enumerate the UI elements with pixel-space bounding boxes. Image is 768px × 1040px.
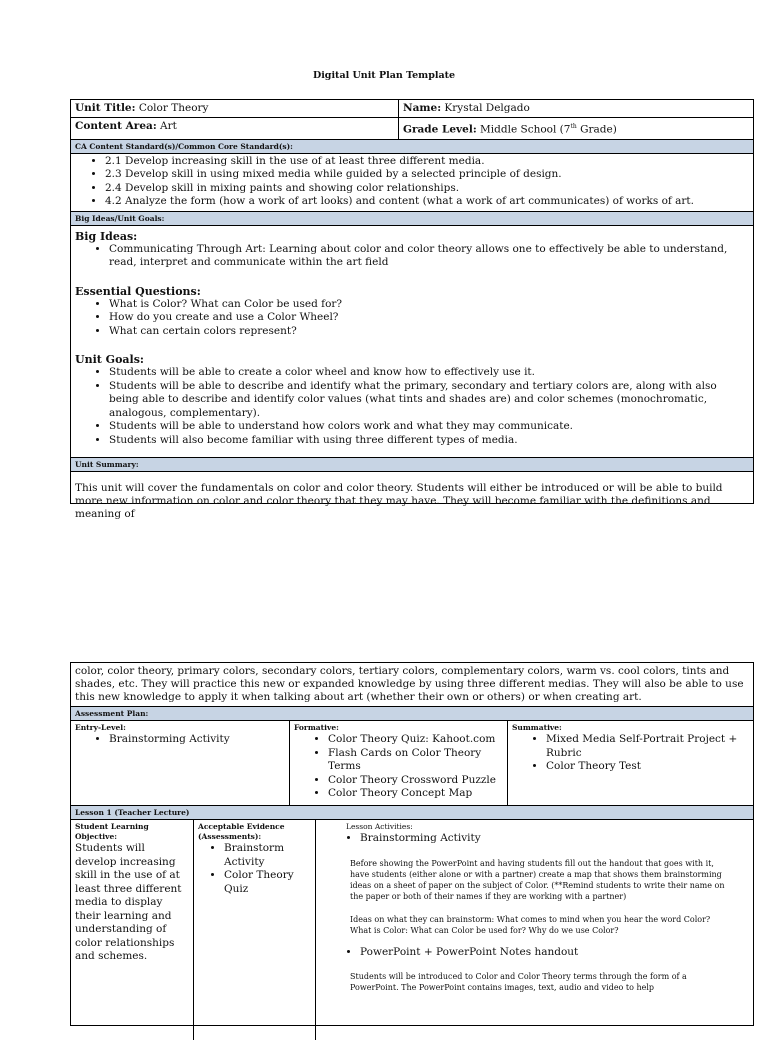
unit-title-row [71, 100, 753, 118]
summary-continued-row [71, 663, 753, 707]
formative-item: • Flash Cards on Color Theory Terms [328, 747, 503, 774]
grade-level-value: Middle School (7 [480, 123, 571, 136]
unit-goal-item: • Students will be able to create a color wheel and know how to effectively use it. [109, 366, 749, 380]
grade-level-cell [398, 118, 753, 139]
formative-cell [289, 721, 507, 805]
lesson1-row [71, 820, 753, 1040]
standard-item: • 4.2 Analyze the form (how a work of art looks) and content (what a work of art communicates) of works of art. [105, 195, 749, 209]
summative-item: • Mixed Media Self-Portrait Project + Rubric [546, 733, 749, 760]
big-ideas-band-row [71, 212, 753, 226]
formative-label: Formative: [294, 723, 339, 732]
assessment-band-row [71, 707, 753, 721]
formative-list [294, 733, 503, 801]
evidence-list [198, 842, 311, 896]
summary-band-row [71, 458, 753, 472]
lesson1-band-row [71, 806, 753, 820]
unit-plan-table-page1 [70, 99, 754, 520]
entry-level-list [75, 733, 285, 747]
unit-summary-cell-page1 [71, 472, 753, 520]
unit-title-label: Unit Title: [75, 102, 136, 114]
formative-item: • Color Theory Concept Map [328, 787, 503, 801]
unit-summary-band: Unit Summary: [71, 458, 753, 471]
unit-goal-item: • Students will be able to understand how colors work and what they may communicate. [109, 420, 749, 434]
slo-label: Student Learning Objective: [75, 822, 149, 841]
unit-title-cell [71, 100, 398, 117]
essential-questions-list [75, 298, 749, 339]
big-ideas-row [71, 226, 753, 459]
summative-item: • Color Theory Test [546, 760, 749, 774]
essential-question-item: • How do you create and use a Color Wheel? [109, 311, 749, 325]
unit-goal-item: • Students will also become familiar with using three different types of media. [109, 434, 749, 448]
activities-cell [315, 820, 753, 1040]
formative-item: • Color Theory Quiz: Kahoot.com [328, 733, 503, 747]
evidence-item: • Brainstorm Activity [224, 842, 311, 869]
essential-question-item: • What is Color? What can Color be used for? [109, 298, 749, 312]
activities-label: Lesson Activities: [346, 822, 413, 831]
unit-goal-item: • Students will be able to describe and identify what the primary, secondary and tertiary colors are, along with also being able to describe and identify color values (what tints and shades are) and color schemes (monochromatic, analogous, complementary). [109, 380, 749, 421]
evidence-label: Acceptable Evidence (Assessments): [198, 822, 285, 841]
essential-questions-heading: Essential Questions: [75, 284, 201, 298]
big-idea-item: • Communicating Through Art: Learning about color and color theory allows one to effectively be able to understand, read, interpret and communicate within the art field [109, 243, 749, 270]
big-ideas-list [75, 243, 749, 270]
name-cell [398, 100, 753, 117]
content-area-value: Art [160, 120, 177, 132]
standard-item: • 2.1 Develop increasing skill in the use of at least three different media. [105, 155, 749, 169]
name-label: Name: [403, 102, 442, 114]
activity-powerpoint-description: Students will be introduced to Color and Color Theory terms through the form of a PowerPoint. The PowerPoint contains images, text, audio and video to help [350, 972, 687, 992]
entry-level-item: • Brainstorming Activity [109, 733, 285, 747]
lesson1-band: Lesson 1 (Teacher Lecture) [71, 806, 753, 819]
document-title: Digital Unit Plan Template [312, 70, 456, 81]
big-ideas-band: Big Ideas/Unit Goals: [71, 212, 753, 225]
summative-list [512, 733, 749, 774]
activities-list-2 [346, 946, 733, 960]
evidence-item: • Color Theory Quiz [224, 869, 311, 896]
slo-cell [71, 820, 193, 1040]
entry-level-label: Entry-Level: [75, 723, 126, 732]
standards-row [71, 154, 753, 212]
content-area-row [71, 118, 753, 140]
grade-level-label: Grade Level: [403, 123, 477, 136]
standards-list [75, 155, 749, 209]
big-ideas-heading: Big Ideas: [75, 229, 138, 243]
content-area-label: Content Area: [75, 120, 157, 132]
standards-band: CA Content Standard(s)/Common Core Standard(s): [71, 140, 753, 153]
standards-band-row [71, 140, 753, 154]
summative-cell [507, 721, 753, 805]
name-value: Krystal Delgado [444, 102, 530, 114]
big-ideas-cell [71, 226, 753, 458]
unit-plan-table-page2 [70, 662, 754, 1026]
unit-title-value: Color Theory [138, 102, 209, 114]
unit-goals-heading: Unit Goals: [75, 353, 144, 366]
summative-label: Summative: [512, 723, 562, 732]
assessment-plan-band: Assessment Plan: [71, 707, 753, 720]
grade-superscript: th [570, 123, 577, 130]
standard-item: • 2.3 Develop skill in using mixed media while guided by a selected principle of design. [105, 168, 749, 182]
evidence-cell [193, 820, 315, 1040]
summary-row [71, 472, 753, 520]
activity-brainstorming-title: • Brainstorming Activity [360, 832, 733, 846]
assessment-row [71, 721, 753, 806]
standard-item: • 2.4 Develop skill in mixing paints and showing color relationships. [105, 182, 749, 196]
activity-brainstorming-instructions: Before showing the PowerPoint and having students fill out the handout that goes with it, have students (either alone or with a partner) create a map that shows them brainstorming ideas on a sheet of paper on the subject of Color. (**Remind students to write their name on the paper or both of their names if they are working with a partner) [350, 858, 725, 901]
unit-summary-cell-page2 [71, 663, 753, 706]
entry-level-cell [71, 721, 289, 805]
unit-goals-list [75, 366, 749, 447]
activities-list-1 [346, 832, 733, 846]
activity-powerpoint-title: • PowerPoint + PowerPoint Notes handout [360, 946, 733, 960]
content-area-cell [71, 118, 398, 139]
slo-text: Students will develop increasing skill in the use of at least three different media to display their learning and understanding of color relationships and schemes. [75, 842, 182, 962]
unit-summary-text-page2: color, color theory, primary colors, secondary colors, tertiary colors, complementary colors, warm vs. cool colors, tints and shades, etc. They will practice this new or expanded knowledge by using three different medias. They will also be able to use this new knowledge to apply it when talking about art (whether their own or others) or when creating art. [75, 665, 744, 703]
formative-item: • Color Theory Crossword Puzzle [328, 774, 503, 788]
essential-question-item: • What can certain colors represent? [109, 325, 749, 339]
unit-summary-text-page1: This unit will cover the fundamentals on color and color theory. Students will either be introduced or will be able to build more new information on color and color theory that they may have. They will become familiar with the definitions and meaning of [75, 482, 723, 520]
grade-level-suffix: Grade) [576, 123, 617, 136]
activity-brainstorming-ideas: Ideas on what they can brainstorm: What comes to mind when you hear the word Color? What is Color: What can Color be used for? Why do we use Color? [350, 914, 711, 935]
standards-cell [71, 154, 753, 211]
